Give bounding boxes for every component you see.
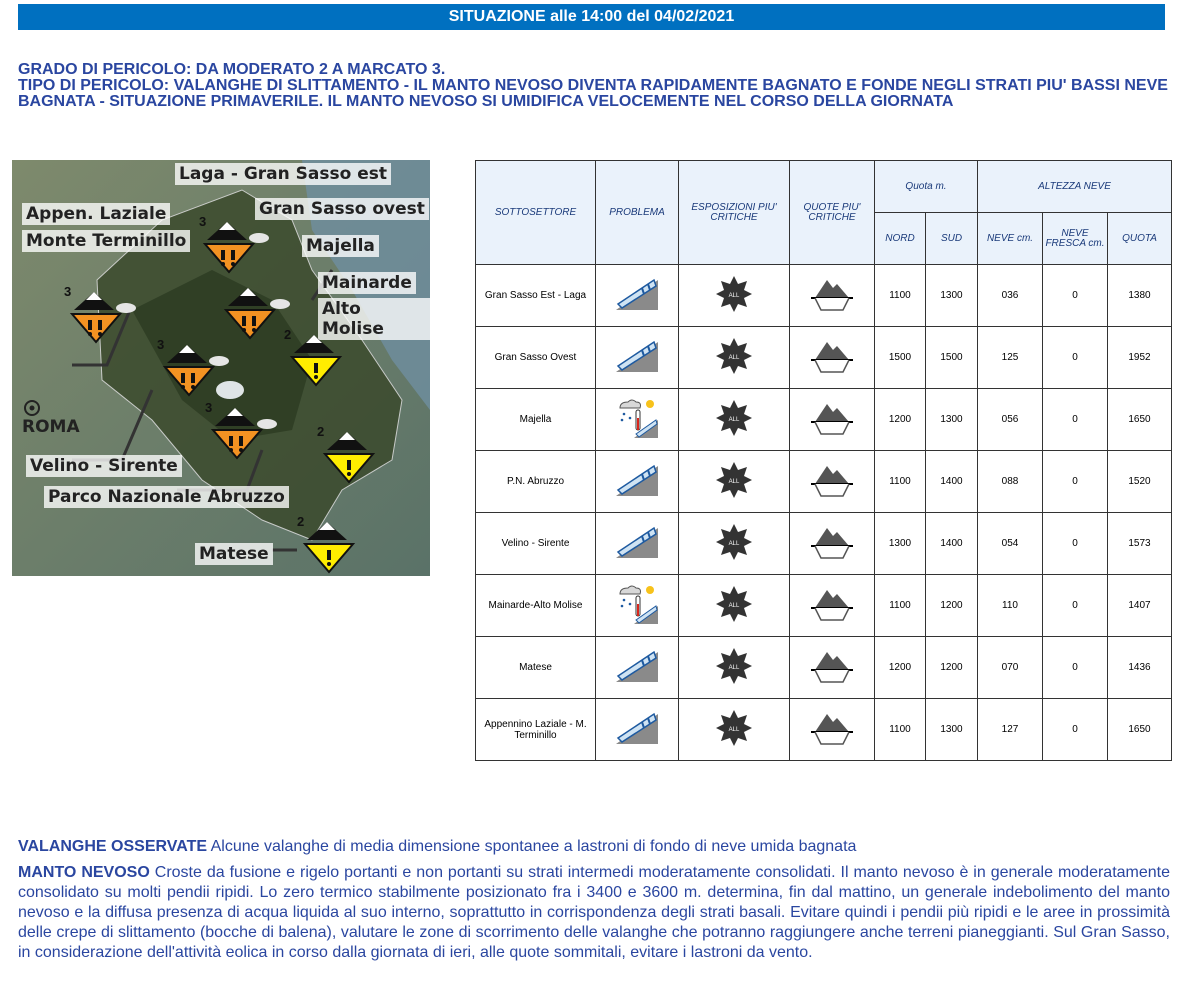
exposition-cell [679, 389, 790, 451]
nord-cell: 1200 [875, 637, 926, 699]
nord-cell: 1100 [875, 265, 926, 327]
quota-cell: 1436 [1108, 637, 1172, 699]
gliding-snow-icon [614, 522, 660, 565]
problem-cell [596, 389, 679, 451]
subsector-name: Matese [476, 637, 596, 699]
altitude-cell [790, 699, 875, 761]
svg-text:ALL: ALL [728, 417, 740, 423]
quota-cell: 1380 [1108, 265, 1172, 327]
avalanche-map [12, 160, 430, 576]
gliding-snow-icon [614, 646, 660, 689]
quota-cell: 1650 [1108, 389, 1172, 451]
map-label-alto-molise: Alto Molise [318, 298, 430, 340]
header-problema: PROBLEMA [596, 161, 679, 265]
fresh-snow-cell: 0 [1043, 451, 1108, 513]
subsector-table [475, 160, 1172, 761]
quota-cell: 1952 [1108, 327, 1172, 389]
problem-cell [596, 575, 679, 637]
problem-cell [596, 699, 679, 761]
header-neve-cm: NEVE cm. [978, 213, 1043, 265]
snowpack-section [18, 863, 1170, 963]
danger-icon-mainarde [317, 422, 397, 492]
situation-title-bar: SITUAZIONE alle 14:00 del 04/02/2021 [18, 4, 1165, 30]
map-label-roma: ROMA [22, 417, 80, 437]
problem-cell [596, 451, 679, 513]
table-row [476, 389, 1172, 451]
danger-level-number: 3 [205, 400, 213, 415]
header-nord: NORD [875, 213, 926, 265]
fresh-snow-cell: 0 [1043, 327, 1108, 389]
altitude-cell [790, 327, 875, 389]
subsector-name: Appennino Laziale - M. Terminillo [476, 699, 596, 761]
sud-cell: 1300 [926, 265, 978, 327]
exposition-cell [679, 513, 790, 575]
all-aspects-icon [715, 337, 753, 378]
map-label-gran-sasso-ovest: Gran Sasso ovest [255, 198, 429, 220]
sud-cell: 1400 [926, 513, 978, 575]
problem-cell [596, 327, 679, 389]
nord-cell: 1100 [875, 451, 926, 513]
danger-icon-matese [297, 512, 377, 576]
exposition-cell [679, 699, 790, 761]
svg-text:ALL: ALL [728, 293, 740, 299]
altitude-above-icon [811, 710, 853, 749]
sud-cell: 1300 [926, 699, 978, 761]
all-aspects-icon [715, 585, 753, 626]
map-label-matese: Matese [195, 543, 273, 565]
gliding-snow-icon [614, 460, 660, 503]
table-row [476, 513, 1172, 575]
problem-cell [596, 513, 679, 575]
snow-depth-cell: 036 [978, 265, 1043, 327]
snow-depth-cell: 054 [978, 513, 1043, 575]
table-row [476, 265, 1172, 327]
fresh-snow-cell: 0 [1043, 575, 1108, 637]
nord-cell: 1200 [875, 389, 926, 451]
nord-cell: 1300 [875, 513, 926, 575]
table-row [476, 327, 1172, 389]
altitude-cell [790, 575, 875, 637]
quota-cell: 1407 [1108, 575, 1172, 637]
subsector-name: Majella [476, 389, 596, 451]
danger-icon-terminillo [64, 282, 144, 352]
danger-headline [18, 62, 1168, 110]
svg-text:ALL: ALL [728, 603, 740, 609]
altitude-cell [790, 389, 875, 451]
header-altezza-neve: ALTEZZA NEVE [978, 161, 1172, 213]
quota-cell: 1520 [1108, 451, 1172, 513]
altitude-above-icon [811, 524, 853, 563]
fresh-snow-cell: 0 [1043, 513, 1108, 575]
gliding-snow-icon [614, 274, 660, 317]
problem-cell [596, 265, 679, 327]
altitude-above-icon [811, 400, 853, 439]
altitude-cell [790, 637, 875, 699]
header-esposizioni: ESPOSIZIONI PIU' CRITICHE [679, 161, 790, 265]
danger-level-number: 3 [64, 284, 72, 299]
exposition-cell [679, 327, 790, 389]
danger-type-text: TIPO DI PERICOLO: VALANGHE DI SLITTAMENTO - IL MANTO NEVOSO DIVENTA RAPIDAMENTE BAGNATO E FONDE NEGLI STRATI PIU' BASSI NEVE BAGNATA - SITUAZIONE PRIMAVERILE. IL MANTO NEVOSO SI UMIDIFICA VELOCEMENTE NEL CORSO DELLA GIORNATA [18, 77, 1168, 110]
exposition-cell [679, 637, 790, 699]
header-quote: QUOTE PIU' CRITICHE [790, 161, 875, 265]
quota-cell: 1573 [1108, 513, 1172, 575]
svg-text:ALL: ALL [728, 479, 740, 485]
map-label-velino-sirente: Velino - Sirente [26, 455, 182, 477]
table-row [476, 699, 1172, 761]
danger-icon-laga [197, 212, 277, 282]
exposition-cell [679, 451, 790, 513]
snow-depth-cell: 070 [978, 637, 1043, 699]
header-quota: QUOTA [1108, 213, 1172, 265]
danger-level-number: 2 [317, 424, 325, 439]
gliding-snow-icon [614, 708, 660, 751]
snow-depth-cell: 056 [978, 389, 1043, 451]
table-row [476, 451, 1172, 513]
subsector-name: Gran Sasso Est - Laga [476, 265, 596, 327]
fresh-snow-cell: 0 [1043, 637, 1108, 699]
danger-icon-velino [157, 335, 237, 405]
snowpack-text: Croste da fusione e rigelo portanti e non portanti su strati intermedi moderatamente consolidati. Il manto nevoso è in generale moderatamente consolidato su molti pendii ripidi. Lo zero termico stabilmente posizionato fra i 3400 e 3600 m. determina, fin dal mattino, un generale indebolimento del manto nevoso e la diffusa presenza di acqua liquida al suo interno, soprattutto in corrispondenza degli strati basali. Evitare quindi i pendii più ripidi e le aree in prossimità delle crepe di slittamento (bocche di balena), valutare le zone di scorrimento delle valanghe che potranno raggiungere anche terreni pianeggianti. Sul Gran Sasso, in considerazione dell'attività eolica in corso dalla giornata di ieri, alle quote sommitali, evitare i lastroni da vento. [18, 864, 1171, 961]
sud-cell: 1500 [926, 327, 978, 389]
subsector-name: Velino - Sirente [476, 513, 596, 575]
altitude-above-icon [811, 648, 853, 687]
altitude-above-icon [811, 338, 853, 377]
gliding-snow-icon [614, 336, 660, 379]
map-label-monte-terminillo: Monte Terminillo [22, 230, 190, 252]
all-aspects-icon [715, 709, 753, 750]
altitude-above-icon [811, 586, 853, 625]
altitude-cell [790, 513, 875, 575]
danger-level-number: 2 [297, 514, 305, 529]
exposition-cell [679, 265, 790, 327]
danger-icon-majella [284, 325, 364, 395]
map-label-laga: Laga - Gran Sasso est [175, 163, 391, 185]
problem-cell [596, 637, 679, 699]
altitude-above-icon [811, 276, 853, 315]
snow-depth-cell: 088 [978, 451, 1043, 513]
table-row [476, 637, 1172, 699]
header-quota-m: Quota m. [875, 161, 978, 213]
danger-level-text: GRADO DI PERICOLO: DA MODERATO 2 A MARCATO 3. [18, 61, 446, 78]
subsector-name: Mainarde-Alto Molise [476, 575, 596, 637]
fresh-snow-cell: 0 [1043, 389, 1108, 451]
svg-text:ALL: ALL [728, 541, 740, 547]
observed-avalanches [18, 837, 1170, 857]
map-label-parco-nazionale-abruzzo: Parco Nazionale Abruzzo [44, 486, 289, 508]
svg-text:ALL: ALL [728, 727, 740, 733]
quota-cell: 1650 [1108, 699, 1172, 761]
nord-cell: 1100 [875, 699, 926, 761]
sud-cell: 1300 [926, 389, 978, 451]
snow-depth-cell: 125 [978, 327, 1043, 389]
fresh-snow-cell: 0 [1043, 699, 1108, 761]
header-sud: SUD [926, 213, 978, 265]
svg-text:ALL: ALL [728, 355, 740, 361]
altitude-cell [790, 451, 875, 513]
sud-cell: 1400 [926, 451, 978, 513]
wet-snow-icon [614, 396, 660, 443]
observed-avalanches-text: Alcune valanghe di media dimensione spontanee a lastroni di fondo di neve umida bagnata [210, 838, 857, 855]
svg-text:ALL: ALL [728, 665, 740, 671]
snow-depth-cell: 110 [978, 575, 1043, 637]
header-sottosettore: SOTTOSETTORE [476, 161, 596, 265]
nord-cell: 1100 [875, 575, 926, 637]
map-label-mainarde: Mainarde [318, 272, 416, 294]
all-aspects-icon [715, 461, 753, 502]
fresh-snow-cell: 0 [1043, 265, 1108, 327]
nord-cell: 1500 [875, 327, 926, 389]
observed-avalanches-label: VALANGHE OSSERVATE [18, 838, 208, 855]
sud-cell: 1200 [926, 637, 978, 699]
wet-snow-icon [614, 582, 660, 629]
table-row [476, 575, 1172, 637]
header-neve-fresca: NEVE FRESCA cm. [1043, 213, 1108, 265]
altitude-above-icon [811, 462, 853, 501]
danger-level-number: 2 [284, 327, 292, 342]
danger-icon-pna [205, 398, 285, 468]
exposition-cell [679, 575, 790, 637]
altitude-cell [790, 265, 875, 327]
snowpack-label: MANTO NEVOSO [18, 864, 150, 881]
subsector-name: Gran Sasso Ovest [476, 327, 596, 389]
subsector-name: P.N. Abruzzo [476, 451, 596, 513]
all-aspects-icon [715, 275, 753, 316]
map-label-appennino-laziale: Appen. Laziale [22, 203, 170, 225]
danger-level-number: 3 [199, 214, 207, 229]
danger-level-number: 3 [157, 337, 165, 352]
all-aspects-icon [715, 399, 753, 440]
table-body [476, 265, 1172, 761]
snow-depth-cell: 127 [978, 699, 1043, 761]
all-aspects-icon [715, 647, 753, 688]
sud-cell: 1200 [926, 575, 978, 637]
all-aspects-icon [715, 523, 753, 564]
map-label-majella: Majella [302, 235, 379, 257]
